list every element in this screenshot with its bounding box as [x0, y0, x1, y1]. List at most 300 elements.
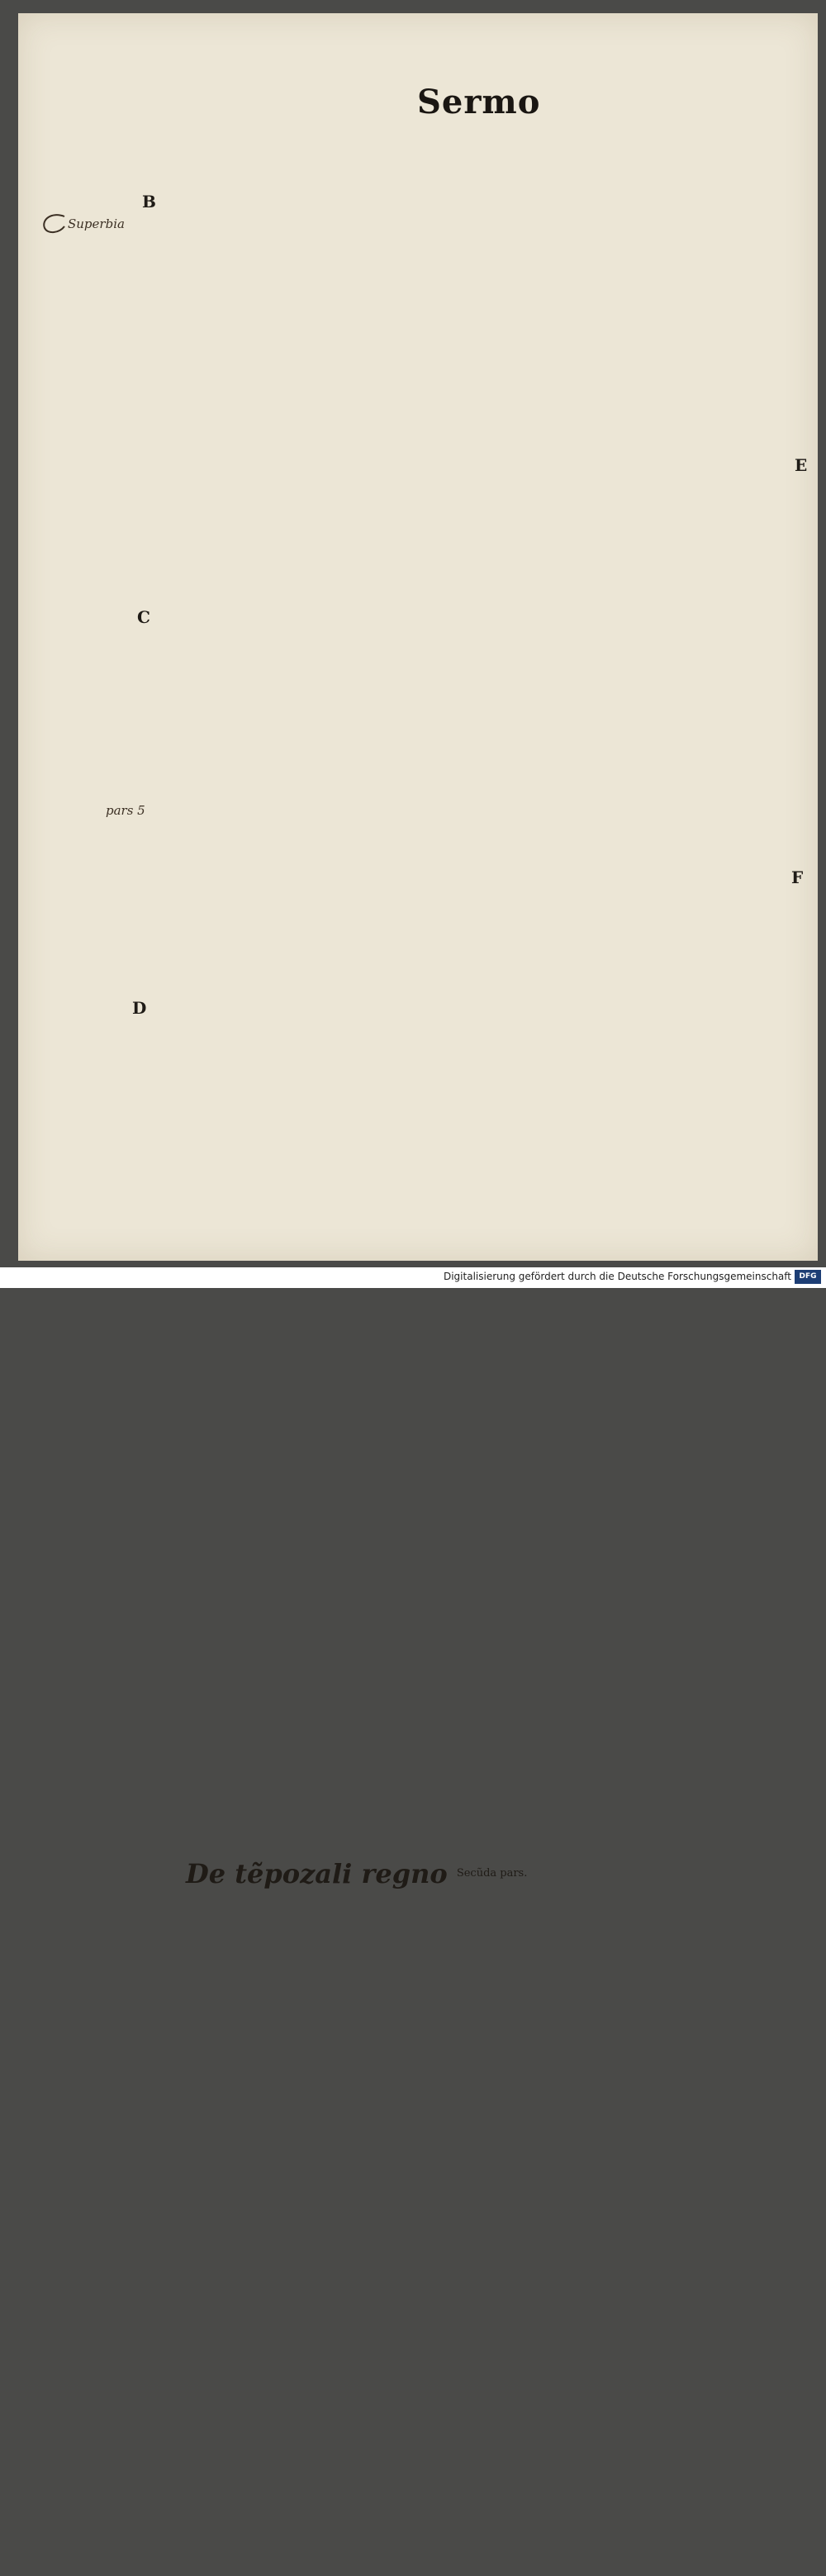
right-text-column — [486, 132, 793, 2576]
text-line — [169, 163, 473, 178]
text-line — [169, 2012, 473, 2027]
text-line — [486, 2222, 793, 2237]
text-line — [169, 1407, 473, 1423]
text-line — [169, 302, 473, 317]
text-line — [169, 1115, 473, 1131]
text-line — [486, 808, 793, 824]
text-line — [486, 2329, 793, 2345]
text-line — [169, 1362, 473, 1377]
text-line — [486, 1991, 793, 2007]
text-line — [169, 1054, 473, 1070]
text-line — [486, 2390, 793, 2406]
text-line — [169, 2350, 473, 2365]
marginal-letter-c: C — [137, 607, 150, 627]
text-line — [169, 2365, 473, 2381]
text-line — [486, 1146, 793, 1162]
text-line — [169, 1330, 473, 1346]
text-line — [486, 209, 793, 225]
text-line — [169, 2042, 473, 2058]
text-line — [486, 347, 793, 363]
text-line — [169, 531, 473, 547]
text-line — [169, 240, 473, 255]
text-line — [486, 2160, 793, 2175]
text-line — [169, 1607, 473, 1623]
text-line — [169, 2119, 473, 2135]
text-line — [486, 577, 793, 593]
text-line — [486, 163, 793, 178]
text-line — [486, 1038, 793, 1054]
text-line — [169, 501, 473, 516]
text-line — [486, 1668, 793, 1684]
text-line — [486, 1315, 793, 1331]
text-line — [486, 901, 793, 916]
text-line — [169, 1653, 473, 1669]
text-line — [169, 2534, 473, 2550]
text-line — [169, 870, 473, 886]
left-column-text-after-heading — [169, 1889, 473, 2576]
text-line — [169, 654, 473, 670]
footer-credit: Digitalisierung gefördert durch die Deutsche Forschungsgemeinschaft — [444, 1271, 791, 1282]
text-line — [169, 178, 473, 194]
text-line — [486, 654, 793, 670]
text-line — [486, 1346, 793, 1362]
text-line — [486, 2513, 793, 2529]
text-line — [486, 2083, 793, 2098]
text-line — [169, 747, 473, 763]
text-line — [486, 2022, 793, 2037]
marginal-letter-d: D — [132, 998, 146, 1018]
text-line — [169, 701, 473, 716]
text-line — [169, 486, 473, 501]
text-line — [169, 2503, 473, 2519]
text-line — [169, 2089, 473, 2104]
text-line — [486, 1546, 793, 1561]
text-line — [486, 2467, 793, 2483]
text-line — [169, 2181, 473, 2197]
text-line — [169, 1192, 473, 1208]
text-line — [169, 2074, 473, 2089]
text-line — [169, 1453, 473, 1469]
text-line — [486, 1914, 793, 1930]
text-line — [169, 1315, 473, 1331]
text-line — [486, 992, 793, 1008]
text-line — [486, 1054, 793, 1070]
text-line — [169, 347, 473, 363]
text-line — [486, 2406, 793, 2422]
section-heading — [186, 1858, 473, 1889]
text-line — [486, 2483, 793, 2498]
text-line — [169, 1684, 473, 1699]
text-line — [169, 1776, 473, 1792]
text-line — [486, 2052, 793, 2068]
text-line — [169, 1146, 473, 1162]
text-line — [486, 378, 793, 394]
text-line — [169, 1668, 473, 1684]
text-line — [169, 731, 473, 747]
right-column-text — [486, 132, 793, 2576]
text-line — [486, 2298, 793, 2314]
handwritten-curl-mark — [40, 211, 69, 236]
text-line — [169, 808, 473, 824]
text-line — [169, 2273, 473, 2288]
text-line — [169, 563, 473, 578]
text-line — [169, 1807, 473, 1823]
text-line — [486, 701, 793, 716]
text-line — [169, 393, 473, 409]
text-line — [169, 670, 473, 686]
text-line — [169, 1761, 473, 1776]
text-line — [169, 2104, 473, 2120]
text-line — [486, 1376, 793, 1392]
text-line — [486, 2345, 793, 2360]
text-line — [169, 1637, 473, 1653]
text-line — [169, 2212, 473, 2227]
text-line — [486, 1176, 793, 1192]
text-line — [169, 363, 473, 378]
left-column-text-before-heading — [169, 132, 473, 1853]
text-line — [486, 1837, 793, 1853]
text-line — [486, 2114, 793, 2130]
text-line — [169, 577, 473, 593]
text-line — [486, 1423, 793, 1438]
text-line — [486, 1484, 793, 1499]
text-line — [169, 1514, 473, 1530]
text-line — [486, 1514, 793, 1530]
text-line — [486, 1899, 793, 1914]
text-line — [486, 685, 793, 701]
text-line — [169, 454, 473, 470]
text-line — [486, 2498, 793, 2513]
text-line — [169, 2426, 473, 2442]
text-line — [486, 1100, 793, 1115]
left-text-column — [169, 132, 473, 2576]
text-line — [486, 1407, 793, 1423]
text-line — [486, 1975, 793, 1991]
text-line — [169, 209, 473, 225]
text-line — [486, 1469, 793, 1485]
text-line — [486, 1131, 793, 1147]
text-line — [486, 2006, 793, 2022]
text-line — [169, 1576, 473, 1592]
text-line — [169, 193, 473, 209]
text-line — [486, 1868, 793, 1884]
text-line — [169, 1935, 473, 1951]
text-line — [486, 563, 793, 578]
text-line — [169, 286, 473, 302]
text-line — [486, 2145, 793, 2160]
text-line — [169, 1223, 473, 1238]
text-line — [169, 470, 473, 486]
text-line — [486, 2421, 793, 2436]
text-line — [486, 946, 793, 962]
text-line — [486, 777, 793, 793]
text-line — [486, 1761, 793, 1776]
text-line — [486, 1362, 793, 1377]
text-line — [169, 1822, 473, 1837]
text-line — [169, 793, 473, 809]
text-line — [169, 316, 473, 332]
text-line — [486, 1623, 793, 1638]
text-line — [169, 962, 473, 977]
section-heading-pars: Secũda pars. — [457, 1867, 528, 1880]
marginal-letter-f: F — [791, 867, 803, 887]
text-line — [486, 1115, 793, 1131]
text-line — [486, 193, 793, 209]
text-line — [169, 593, 473, 609]
text-line — [169, 901, 473, 916]
text-line — [169, 378, 473, 394]
text-line — [486, 854, 793, 870]
text-line — [169, 2027, 473, 2043]
text-line — [169, 1981, 473, 1997]
text-line — [486, 2252, 793, 2268]
text-line — [486, 2375, 793, 2391]
text-line — [169, 1561, 473, 1576]
text-line — [169, 1208, 473, 1224]
text-line — [486, 1961, 793, 1976]
text-line — [169, 1238, 473, 1254]
text-line — [169, 2412, 473, 2427]
text-line — [169, 1376, 473, 1392]
text-line — [169, 1837, 473, 1853]
text-line — [169, 2550, 473, 2565]
text-line — [486, 793, 793, 809]
text-line — [486, 1730, 793, 1746]
text-line — [486, 2236, 793, 2252]
text-line — [169, 270, 473, 286]
text-line — [169, 2304, 473, 2320]
text-line — [486, 1591, 793, 1607]
text-line — [486, 2544, 793, 2559]
text-line — [486, 716, 793, 732]
text-line — [169, 608, 473, 624]
text-line — [486, 2129, 793, 2145]
text-line — [169, 1423, 473, 1438]
handwritten-note-pars: pars 5 — [106, 803, 145, 818]
text-line — [169, 1300, 473, 1315]
text-line — [169, 2396, 473, 2412]
text-line — [486, 1561, 793, 1576]
text-line — [169, 1951, 473, 1966]
text-line — [486, 839, 793, 854]
text-line — [486, 885, 793, 901]
text-line — [169, 1745, 473, 1761]
text-line — [169, 2565, 473, 2576]
text-line — [486, 1607, 793, 1623]
text-line — [486, 1438, 793, 1453]
text-line — [486, 2529, 793, 2545]
text-line — [169, 1469, 473, 1485]
text-line — [169, 2519, 473, 2535]
text-line — [169, 1546, 473, 1561]
text-line — [486, 1714, 793, 1730]
text-line — [486, 962, 793, 977]
text-line — [169, 2473, 473, 2488]
text-line — [169, 424, 473, 440]
text-line — [486, 1499, 793, 1515]
text-line — [486, 270, 793, 286]
text-line — [486, 1330, 793, 1346]
text-line — [169, 332, 473, 348]
text-line — [486, 1223, 793, 1238]
text-line — [486, 608, 793, 624]
text-line — [169, 1346, 473, 1362]
text-line — [486, 1884, 793, 1899]
text-line — [486, 1745, 793, 1761]
text-line — [486, 486, 793, 501]
text-line — [486, 1162, 793, 1177]
text-line — [169, 132, 473, 148]
text-line — [169, 1085, 473, 1100]
text-line — [169, 977, 473, 993]
text-line — [169, 624, 473, 639]
text-line — [486, 1653, 793, 1669]
text-line — [169, 2227, 473, 2243]
text-line — [169, 1591, 473, 1607]
text-line — [169, 2151, 473, 2166]
text-line — [486, 762, 793, 777]
text-line — [486, 2191, 793, 2207]
text-line — [486, 2574, 793, 2576]
text-line — [486, 1945, 793, 1961]
text-line — [169, 1889, 473, 1905]
text-line — [169, 1623, 473, 1638]
text-line — [169, 1530, 473, 1546]
text-line — [486, 1008, 793, 1024]
text-line — [169, 992, 473, 1008]
text-line — [169, 2058, 473, 2074]
text-line — [486, 225, 793, 240]
text-line — [486, 2559, 793, 2575]
text-line — [169, 2135, 473, 2151]
text-line — [486, 977, 793, 993]
text-line — [169, 1699, 473, 1715]
text-line — [486, 1791, 793, 1807]
text-line — [169, 1904, 473, 1920]
text-line — [169, 148, 473, 164]
text-line — [486, 1853, 793, 1869]
text-line — [169, 2165, 473, 2181]
text-line — [486, 731, 793, 747]
text-line — [486, 286, 793, 302]
text-line — [486, 1208, 793, 1224]
text-line — [169, 1499, 473, 1515]
text-line — [169, 409, 473, 425]
text-line — [169, 1920, 473, 1936]
text-line — [486, 148, 793, 164]
text-line — [169, 1484, 473, 1499]
text-line — [486, 302, 793, 317]
dfg-logo-icon: DFG — [795, 1270, 821, 1284]
text-line — [486, 2068, 793, 2084]
text-line — [486, 1238, 793, 1254]
text-line — [169, 1791, 473, 1807]
text-line — [486, 2283, 793, 2298]
text-line — [486, 2268, 793, 2284]
text-line — [169, 2196, 473, 2212]
text-line — [169, 946, 473, 962]
text-line — [486, 240, 793, 255]
text-line — [486, 1576, 793, 1592]
text-line — [169, 1069, 473, 1085]
text-line — [169, 839, 473, 854]
text-line — [486, 440, 793, 455]
text-line — [169, 2288, 473, 2304]
text-line — [486, 424, 793, 440]
text-line — [169, 1023, 473, 1038]
text-line — [169, 2457, 473, 2473]
text-line — [486, 1684, 793, 1699]
text-line — [486, 409, 793, 425]
marginal-letter-b: B — [142, 192, 156, 211]
text-line — [486, 931, 793, 947]
text-line — [486, 1453, 793, 1469]
text-line — [169, 2335, 473, 2350]
text-line — [169, 2258, 473, 2274]
text-line — [486, 2098, 793, 2114]
text-line — [486, 363, 793, 378]
footer-bar — [0, 1267, 826, 1288]
text-line — [486, 1699, 793, 1715]
handwritten-note-superbia: Superbia — [68, 216, 125, 231]
text-line — [169, 1131, 473, 1147]
text-line — [169, 255, 473, 271]
text-line — [169, 440, 473, 455]
text-line — [486, 501, 793, 516]
text-line — [486, 470, 793, 486]
text-line — [486, 1023, 793, 1038]
text-line — [486, 915, 793, 931]
text-line — [169, 1997, 473, 2013]
text-line — [486, 624, 793, 639]
text-line — [486, 516, 793, 532]
text-line — [486, 1530, 793, 1546]
text-line — [169, 2242, 473, 2258]
text-line — [486, 2360, 793, 2375]
text-line — [169, 516, 473, 532]
text-line — [169, 1392, 473, 1408]
text-line — [486, 2175, 793, 2191]
text-line — [169, 2488, 473, 2504]
text-line — [486, 2313, 793, 2329]
text-line — [169, 931, 473, 947]
text-line — [169, 1965, 473, 1981]
text-line — [486, 1929, 793, 1945]
text-line — [486, 255, 793, 271]
text-line — [486, 393, 793, 409]
text-line — [169, 1176, 473, 1192]
text-line — [169, 1038, 473, 1054]
text-line — [486, 1807, 793, 1823]
text-line — [169, 2381, 473, 2397]
text-line — [486, 747, 793, 763]
text-line — [169, 1008, 473, 1024]
text-line — [486, 870, 793, 886]
text-line — [169, 225, 473, 240]
section-heading-title: De tẽpozali regno — [186, 1858, 448, 1889]
text-line — [486, 1085, 793, 1100]
text-line — [486, 531, 793, 547]
text-line — [486, 1822, 793, 1837]
text-line — [486, 1392, 793, 1408]
text-line — [486, 1192, 793, 1208]
text-line — [169, 824, 473, 839]
text-line — [486, 2452, 793, 2468]
text-line — [169, 915, 473, 931]
text-line — [169, 2319, 473, 2335]
text-line — [486, 639, 793, 655]
text-line — [486, 132, 793, 148]
